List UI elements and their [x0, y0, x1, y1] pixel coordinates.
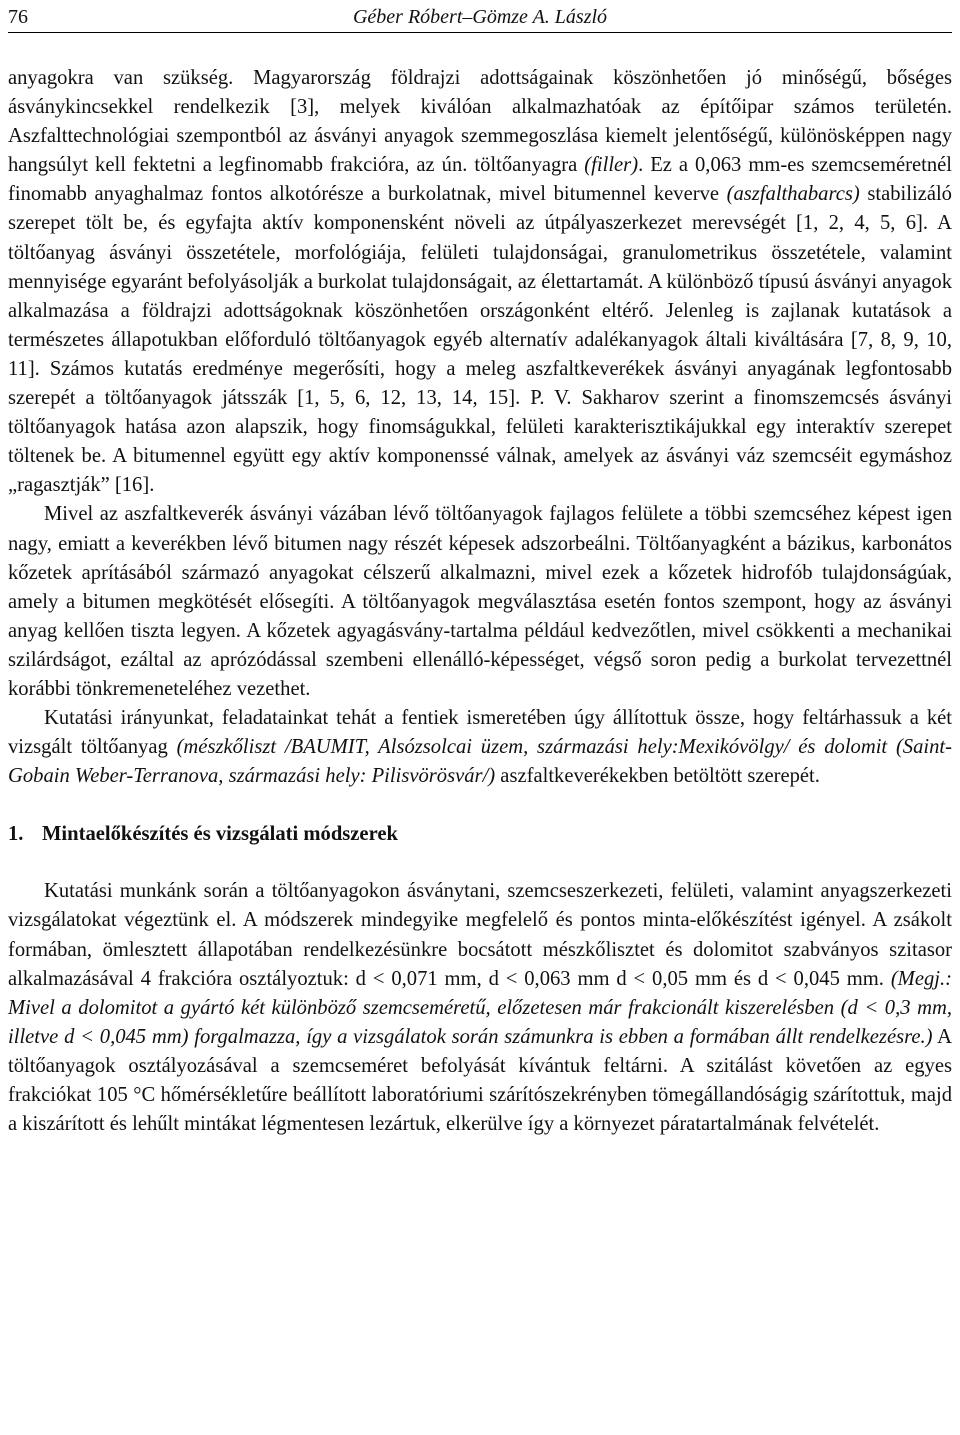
paragraph-3	[8, 704, 952, 791]
section-heading	[8, 820, 952, 849]
paragraph-1	[8, 64, 952, 500]
paragraph-1-text-a: anyagokra van szükség. Magyarország földrajzi adottságainak köszönhetően jó minőségű, bőséges ásványkincsekkel rendelkezik [3], melyek kiválóan alkalmazhatóak az építőipar számos területén. Aszfalttechnológiai szempontból az ásványi anyagok szemmegoszlása kiemelt jelentőségű, különösképpen nagy hangsúlyt kell fektetni a legfinomabb frakcióra, az ún. töltőanyagra	[8, 67, 952, 177]
paragraph-4-text-c: A töltőanyagok osztályozásával a szemcseméret befolyását kívántuk feltárni. A szitálást követően az egyes frakciókat 105 °C hőmérsékletűre beállított laboratóriumi szárítószekrényben tömegállandóságig szárítottuk, majd a kiszárított és lehűlt mintákat légmentesen lezártuk, elkerülve így a környezet páratartalmának felvételét.	[8, 1025, 952, 1136]
running-header-authors: Géber Róbert–Gömze A. László	[352, 6, 608, 28]
paragraph-1-text-c: . Ez a 0,063 mm-es szemcseméretnél finomabb anyaghalmaz fontos alkotórésze a burkolatnak, mivel bitumennel keverve	[8, 154, 952, 206]
paragraph-4-italic-note: (Megj.: Mivel a dolomitot a gyártó két különböző szemcseméretű, előzetesen már frakcionált kiszerelésben (d < 0,3 mm, illetve d < 0,045 mm) forgalmazza, így a vizsgálatok során számunkra is ebben a formában állt rendelkezésre.)	[8, 967, 952, 1048]
paragraph-2: Mivel az aszfaltkeverék ásványi vázában lévő töltőanyagok fajlagos felülete a többi szemcséhez képest igen nagy, emiatt a keverékben lévő bitumen nagy részét képesek adszorbeálni. Töltőanyagként a bázikus, karbonátos kőzetek aprításából származó anyagokat célszerű alkalmazni, mivel ezek a kőzetek hidrofób tulajdonságúak, amely a bitumen megkötését elősegíti. A töltőanyagok megválasztása esetén fontos szempont, hogy az ásványi anyag kellően tiszta legyen. A kőzetek agyagásvány-tartalma például kedvezőtlen, mivel csökkenti a mechanikai szilárdságot, ezáltal az aprózódással szembeni ellenálló-képességet, végső soron pedig a burkolat tervezettnél korábbi tönkremeneteléhez vezethet.	[8, 503, 952, 700]
page-number: 76	[8, 6, 28, 28]
paragraph-3-text-a: Kutatási irányunkat, feladatainkat tehát a fentiek ismeretében úgy állítottuk össze, hogy feltárhassuk a két vizsgált töltőanyag	[8, 707, 952, 759]
paragraph-1-italic-filler: (filler)	[584, 154, 639, 177]
paragraph-1-italic-aszfalthabarcs: (aszfalthabarcs)	[726, 183, 860, 206]
paragraph-4-text-a: Kutatási munkánk során a töltőanyagokon ásványtani, szemcseszerkezeti, felületi, valamint anyagszerkezeti vizsgálatokat végeztünk el. A módszerek mindegyike megfelelő és pontos minta-előkészítést igényel. A zsákolt formában, ömlesztett állapotában rendelkezésünkre bocsátott mészkőlisztet és dolomitot szabványos szitasor alkalmazásával 4 frakcióra osztályoztuk: d < 0,071 mm, d < 0,063 mm d < 0,05 mm és d < 0,045 mm.	[8, 880, 952, 990]
body-text	[8, 64, 952, 1139]
paragraph-3-italic-materials: (mészkőliszt /BAUMIT, Alsózsolcai üzem, származási hely:Mexikóvölgy/ és dolomit (Saint-Gobain Weber-Terranova, származási hely: Pilisvörösvár/)	[8, 736, 952, 788]
paragraph-4	[8, 877, 952, 1139]
section-number: 1.	[8, 823, 24, 846]
paragraph-1-text-e: stabilizáló szerepet tölt be, és egyfajta aktív komponensként növeli az útpályaszerkezet merevségét [1, 2, 4, 5, 6]. A töltőanyag ásványi összetétele, morfológiája, felületi tulajdonságai, granulometrikus összetétele, valamint mennyisége egyaránt befolyásolják a burkolat tulajdonságait, az élettartamát. A különböző típusú ásványi anyagok alkalmazása a földrajzi adottságoknak köszönhetően országonként eltérő. Jelenleg is zajlanak kutatások a természetes állapotukban előforduló töltőanyagok egyéb alternatív adalékanyagok általi kiváltására [7, 8, 9, 10, 11]. Számos kutatás eredménye megerősíti, hogy a meleg aszfaltkeverékek ásványi anyagának legfontosabb szerepét a töltőanyagok játsszák [1, 5, 6, 12, 13, 14, 15]. P. V. Sakharov szerint a finomszemcsés ásványi töltőanyagok hatása azon alapszik, hogy finomságukkal, felületi karakterisztikájukkal egy interaktív szerepet töltenek be. A bitumennel együtt egy aktív komponenssé válnak, amelyek az ásványi váz szemcséit egymáshoz „ragasztják” [16].	[8, 183, 952, 497]
running-header	[8, 2, 952, 33]
section-title: Mintaelőkészítés és vizsgálati módszerek	[42, 823, 398, 846]
paragraph-3-text-c: aszfaltkeverékekben betöltött szerepét.	[495, 765, 820, 788]
